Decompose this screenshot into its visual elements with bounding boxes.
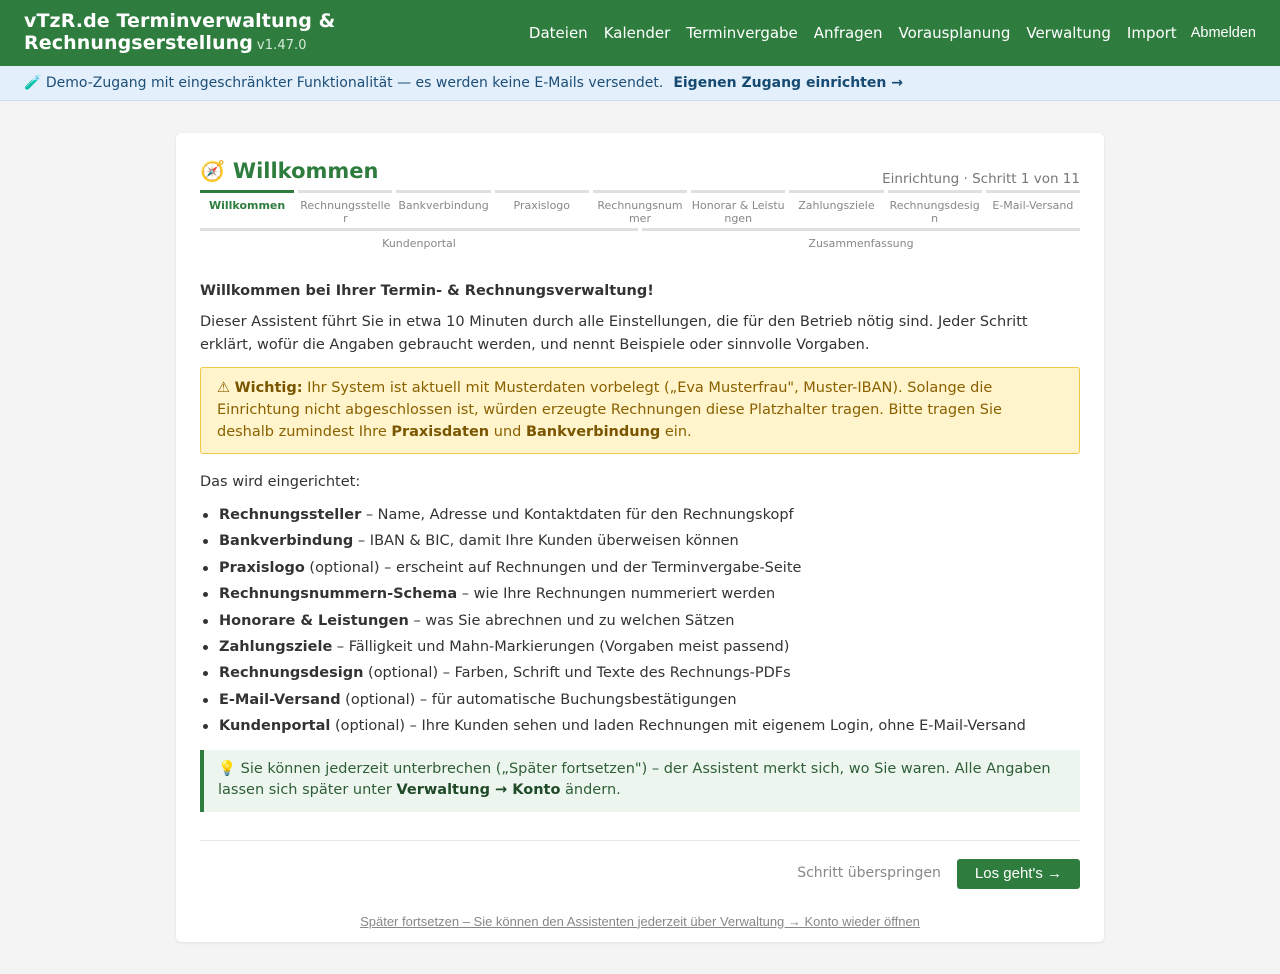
step-counter: Einrichtung · Schritt 1 von 11 <box>882 171 1080 187</box>
list-item-title: E-Mail-Versand <box>219 691 341 708</box>
top-navigation-bar <box>0 0 1280 66</box>
nav-terminvergabe[interactable]: Terminvergabe <box>686 24 798 42</box>
list-item-title: Kundenportal <box>219 718 331 735</box>
continue-later-link[interactable]: Später fortsetzen – Sie können den Assistenten jederzeit über Verwaltung → Konto wieder öffnen <box>360 913 920 929</box>
app-version: v1.47.0 <box>256 37 307 53</box>
wizard-actions <box>200 859 1080 889</box>
warning-bold-praxisdaten: Praxisdaten <box>391 424 490 440</box>
step-kundenportal[interactable]: Kundenportal <box>200 228 638 254</box>
list-item-title: Rechnungsdesign <box>219 665 364 682</box>
demo-notice-text: Demo-Zugang mit eingeschränkter Funktionalität — es werden keine E-Mails versendet. <box>45 75 664 91</box>
list-item <box>200 528 1080 554</box>
start-button[interactable]: Los geht's → <box>957 859 1080 889</box>
step-bankverbindung[interactable]: Bankverbindung <box>396 190 490 228</box>
warning-text-end: ein. <box>660 424 692 440</box>
divider <box>200 840 1080 841</box>
list-item-desc: – Name, Adresse und Kontaktdaten für den Rechnungskopf <box>361 507 794 523</box>
nav-import[interactable]: Import <box>1126 24 1177 42</box>
warning-label: Wichtig: <box>234 380 303 396</box>
welcome-heading: Willkommen bei Ihrer Termin- & Rechnungsverwaltung! <box>200 283 654 299</box>
list-item <box>200 687 1080 713</box>
step-rechnungsdesign[interactable]: Rechnungsdesign <box>888 190 982 228</box>
step-rechnungssteller[interactable]: Rechnungssteller <box>298 190 392 228</box>
wizard-steps <box>200 190 1080 228</box>
wizard-title <box>200 159 378 183</box>
skip-step-button[interactable]: Schritt überspringen <box>797 865 941 882</box>
lightbulb-icon: 💡 <box>218 760 237 777</box>
step-rechnungsnummer[interactable]: Rechnungsnummer <box>593 190 687 228</box>
list-item <box>200 608 1080 634</box>
list-item-title: Rechnungssteller <box>219 507 362 523</box>
demo-notice-bar <box>0 66 1280 101</box>
nav-verwaltung[interactable]: Verwaltung <box>1026 24 1111 42</box>
list-item <box>200 713 1080 739</box>
nav-anfragen[interactable]: Anfragen <box>813 24 883 42</box>
list-item-desc: (optional) – für automatische Buchungsbestätigungen <box>340 691 737 708</box>
list-item-desc: – Fälligkeit und Mahn-Markierungen (Vorgaben meist passend) <box>332 639 790 656</box>
list-item-title: Bankverbindung <box>219 533 354 550</box>
step-email-versand[interactable]: E-Mail-Versand <box>986 190 1080 228</box>
nav-vorausplanung[interactable]: Vorausplanung <box>898 24 1011 42</box>
warning-icon: ⚠ <box>217 380 230 396</box>
list-item <box>200 581 1080 607</box>
tip-text-end: ändern. <box>560 782 621 799</box>
tip-box <box>200 750 1080 812</box>
app-title-line2: Rechnungserstellung <box>24 31 253 54</box>
list-item-title: Praxislogo <box>219 559 305 576</box>
app-title <box>24 10 335 57</box>
list-item-desc: – was Sie abrechnen und zu welchen Sätzen <box>408 612 735 629</box>
main-nav <box>513 24 1256 42</box>
wizard-title-text: Willkommen <box>232 159 379 183</box>
step-zahlungsziele[interactable]: Zahlungsziele <box>789 190 883 228</box>
nav-dateien[interactable]: Dateien <box>528 24 588 42</box>
list-item-desc: – wie Ihre Rechnungen nummeriert werden <box>457 586 776 603</box>
step-praxislogo[interactable]: Praxislogo <box>495 190 589 228</box>
list-item-title: Zahlungsziele <box>219 639 333 656</box>
list-item-desc: – IBAN & BIC, damit Ihre Kunden überweisen können <box>353 533 739 550</box>
list-item-desc: (optional) – erscheint auf Rechnungen und der Terminvergabe-Seite <box>304 559 802 576</box>
wizard-content <box>200 280 1080 933</box>
list-item-desc: (optional) – Farben, Schrift und Texte des Rechnungs-PDFs <box>363 665 791 682</box>
step-willkommen[interactable]: Willkommen <box>200 190 294 228</box>
warning-text-und: und <box>489 424 526 440</box>
setup-list <box>200 502 1080 740</box>
test-tube-icon: 🧪 <box>24 75 42 91</box>
wizard-header <box>200 157 1080 187</box>
warning-bold-bankverbindung: Bankverbindung <box>525 424 661 440</box>
tip-bold-path: Verwaltung → Konto <box>396 782 561 799</box>
setup-wizard-card <box>176 133 1104 942</box>
list-item <box>200 502 1080 528</box>
wizard-steps-row2 <box>200 228 1080 254</box>
list-item-title: Rechnungsnummern-Schema <box>219 586 458 603</box>
logout-button[interactable]: Abmelden <box>1190 25 1256 41</box>
list-item <box>200 660 1080 686</box>
list-item <box>200 555 1080 581</box>
list-item-desc: (optional) – Ihre Kunden sehen und laden Rechnungen mit eigenem Login, ohne E-Mail-Versand <box>330 718 1026 735</box>
app-title-line1: vTzR.de Terminverwaltung & <box>24 9 336 32</box>
list-item-title: Honorare & Leistungen <box>219 612 409 629</box>
list-item <box>200 634 1080 660</box>
step-zusammenfassung[interactable]: Zusammenfassung <box>642 228 1080 254</box>
tip-text: Sie können jederzeit unterbrechen („Später fortsetzen") – der Assistent merkt sich, wo Sie waren. Alle Angaben lassen sich später unter <box>218 760 1051 799</box>
create-account-link[interactable]: Eigenen Zugang einrichten → <box>673 75 903 91</box>
warning-text: Ihr System ist aktuell mit Musterdaten vorbelegt („Eva Musterfrau", Muster-IBAN). Solange die Einrichtung nicht abgeschlossen ist, würden erzeugte Rechnungen diese Platzhalter tragen. Bitte tragen Sie deshalb zumindest Ihre <box>217 380 1002 440</box>
welcome-intro: Dieser Assistent führt Sie in etwa 10 Minuten durch alle Einstellungen, die für den Betrieb nötig sind. Jeder Schritt erklärt, wofür die Angaben gebraucht werden, und nennt Beispiele oder sinnvolle Vorgaben. <box>200 314 1028 353</box>
setup-heading: Das wird eingerichtet: <box>200 474 361 490</box>
compass-icon: 🧭 <box>200 159 225 183</box>
warning-box <box>200 367 1080 454</box>
step-honorar-leistungen[interactable]: Honorar & Leistungen <box>691 190 785 228</box>
nav-kalender[interactable]: Kalender <box>603 24 671 42</box>
